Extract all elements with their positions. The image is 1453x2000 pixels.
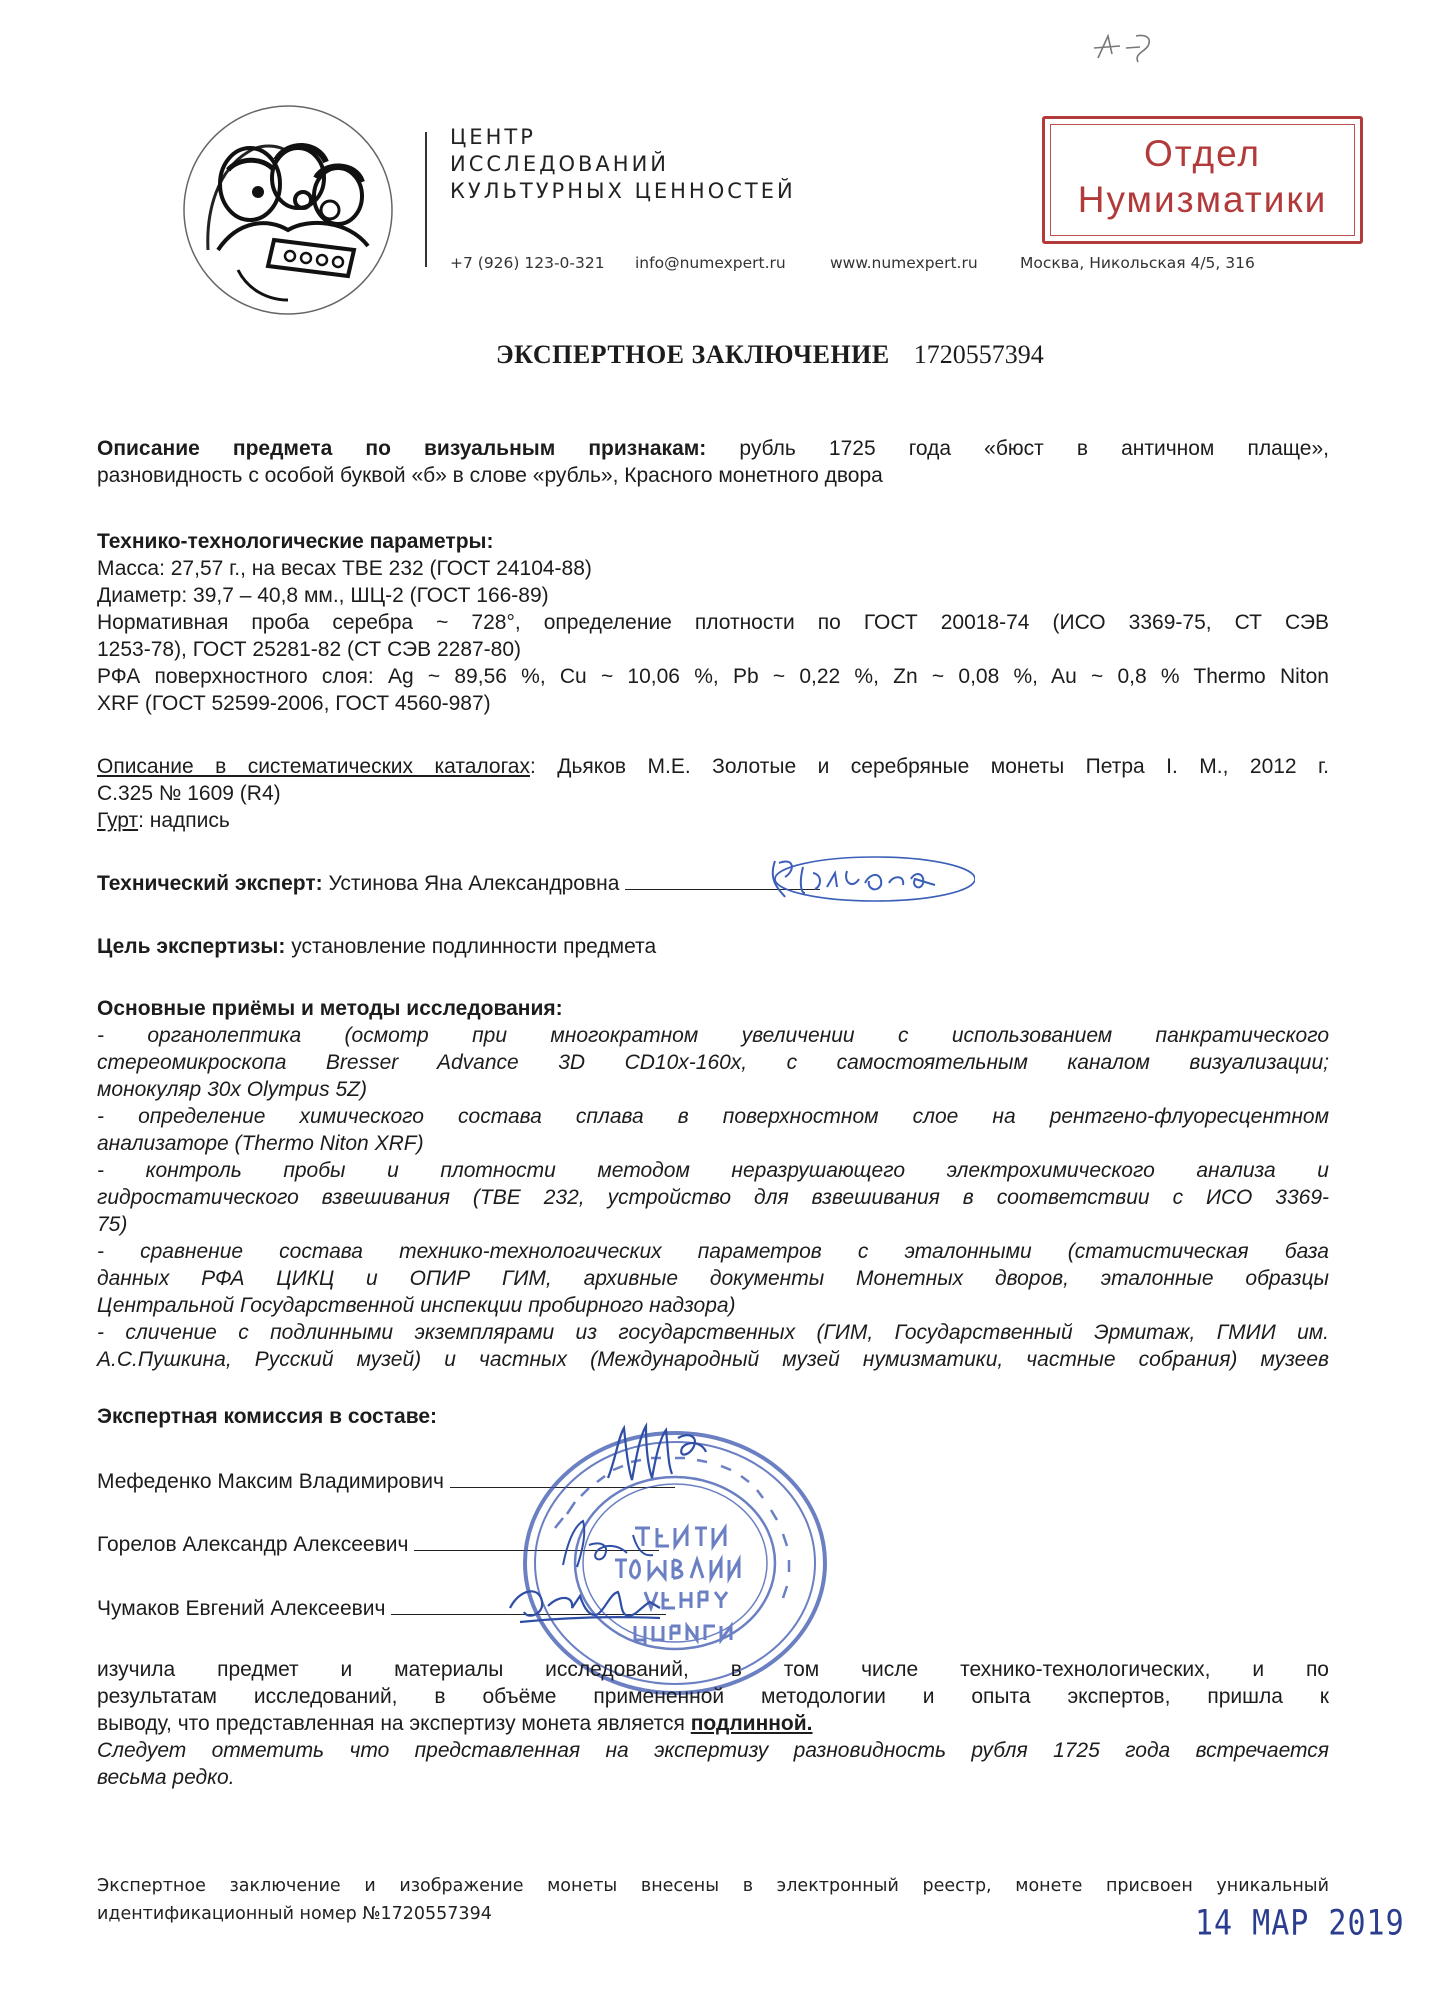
conclusion-prefix: выводу, что представленная на экспертизу монета является [97,1712,691,1735]
tech-param-xrf-cont: XRF (ГОСТ 52599-2006, ГОСТ 4560-987) [97,692,491,715]
org-name-line-2: ИССЛЕДОВАНИЙ [450,152,670,176]
catalog-text: : Дьяков М.Е. Золотые и серебряные монеты Петра I. М., 2012 г. [529,755,1329,778]
catalog-line-2: С.325 № 1609 (R4) [97,782,281,805]
website: www.numexpert.ru [830,254,978,272]
rarity-note-line-2: весьма редко. [97,1766,235,1789]
description-line-2: разновидность с особой буквой «б» в слове «рубль», Красного монетного двора [97,464,883,487]
certificate-number: 1720557394 [913,340,1044,369]
method-line-6: - контроль пробы и плотности методом неразрушающего электрохимического анализа и [97,1159,1329,1182]
email: info@numexpert.ru [635,254,786,272]
catalog-line-1 [97,753,1329,780]
member-1-name: Мефеденко Максим Владимирович [97,1470,444,1493]
handwritten-corner-mark [1090,28,1160,68]
description-line-1 [97,435,1329,462]
method-line-3: монокуляр 30х Olympus 5Z) [97,1078,367,1101]
address: Москва, Никольская 4/5, 316 [1020,254,1255,272]
conclusion [97,1656,1329,1791]
member-3-name: Чумаков Евгений Алексеевич [97,1597,386,1620]
tech-expert-label: Технический эксперт: [97,872,323,895]
method-line-8: 75) [97,1213,128,1236]
catalog-label: Описание в систематических каталогах [97,755,530,778]
goal-label: Цель экспертизы: [97,935,286,958]
goal-value: установление подлинности предмета [291,935,657,958]
tech-param-fineness-cont: 1253-78), ГОСТ 25281-82 (СТ СЭВ 2287-80) [97,638,522,661]
method-line-13: А.С.Пушкина, Русский музей) и частных (Международный музей нумизматики, частные собрания) музеев [97,1348,1329,1371]
registry-footer [97,1872,1329,1928]
tech-expert-name: Устинова Яна Александровна [328,872,620,895]
tech-param-mass: Масса: 27,57 г., на весах ТВЕ 232 (ГОСТ 24104-88) [97,557,592,580]
method-line-12: - сличение с подлинными экземплярами из государственных (ГИМ, Государственный Эрмитаж, ГМИИ им. [97,1321,1329,1344]
description-text-1: рубль 1725 года «бюст в античном плаще», [739,437,1329,460]
verdict: подлинной. [690,1712,813,1735]
org-name-line-1: ЦЕНТР [450,125,536,149]
tech-expert-signature [765,853,975,905]
edge-line [97,807,1329,834]
member-1-signature [598,1418,718,1488]
method-line-4: - определение химического состава сплава в поверхностном слое на рентгено-флуоресцентном [97,1105,1329,1128]
technical-expert [97,869,1329,897]
member-2-name: Горелов Александр Алексеевич [97,1533,409,1556]
examination-goal [97,933,1329,960]
header-divider [425,132,427,267]
title-label: ЭКСПЕРТНОЕ ЗАКЛЮЧЕНИЕ [496,340,890,369]
method-line-1: - органолептика (осмотр при многократном увеличении с использованием панкратического [97,1024,1329,1047]
member-3-signature [500,1578,670,1628]
contact-line [450,254,1350,276]
conclusion-line-1: изучила предмет и материалы исследований, в том числе технико-технологических, и по [97,1658,1329,1681]
phone: +7 (926) 123-0-321 [450,254,605,272]
catalog-description [97,753,1329,834]
tech-param-xrf: РФА поверхностного слоя: Ag ~ 89,56 %, Cu ~ 10,06 %, Pb ~ 0,22 %, Zn ~ 0,08 %, Au ~ 0,8 % Thermo Niton [97,665,1329,688]
stamp-line-1: Отдел [1143,133,1262,174]
commission-label: Экспертная комиссия в составе: [97,1405,438,1428]
edge-value: : надпись [138,809,230,832]
date-stamp: 14 МАР 2019 [1195,1903,1405,1944]
stamp-line-2: Нумизматики [1077,179,1328,220]
method-line-9: - сравнение состава технико-технологических параметров с эталонными (статистическая база [97,1240,1329,1263]
method-line-2: стереомикроскопа Bresser Advance 3D CD10x-160x, с самостоятельным каналом визуализации; [97,1051,1329,1074]
technical-parameters [97,528,1329,717]
member-2-signature [553,1515,673,1575]
footer-line-2: идентификационный номер №1720557394 [97,1904,492,1924]
method-line-7: гидростатического взвешивания (ТВЕ 232, устройство для взвешивания в соответствии с ИСО 3369- [97,1186,1329,1209]
methods-label: Основные приёмы и методы исследования: [97,997,563,1020]
rarity-note-line-1: Следует отметить что представленная на экспертизу разновидность рубля 1725 года встречается [97,1739,1329,1762]
conclusion-line-2: результатам исследований, в объёме примененной методологии и опыта экспертов, пришла к [97,1685,1329,1708]
method-line-5: анализаторе (Thermo Niton XRF) [97,1132,424,1155]
method-line-10: данных РФА ЦИКЦ и ОПИР ГИМ, архивные документы Монетных дворов, эталонные образцы [97,1267,1329,1290]
edge-label: Гурт [97,809,139,832]
experts-logo-icon [178,100,398,320]
tech-params-label: Технико-технологические параметры: [97,530,494,553]
footer-line-1: Экспертное заключение и изображение монеты внесены в электронный реестр, монете присвоен уникальный [97,1876,1329,1896]
description-label: Описание предмета по визуальным признакам: [97,437,707,460]
research-methods [97,995,1329,1373]
numismatics-department-stamp [1042,116,1363,244]
document-title [496,340,1296,370]
organization-name [450,124,870,205]
conclusion-line-3 [97,1710,1329,1737]
tech-param-fineness: Нормативная проба серебра ~ 728°, определение плотности по ГОСТ 20018-74 (ИСО 3369-75, СТ СЭВ [97,611,1329,634]
tech-param-diameter: Диаметр: 39,7 – 40,8 мм., ШЦ-2 (ГОСТ 166-89) [97,584,549,607]
method-line-11: Центральной Государственной инспекции пробирного надзора) [97,1294,736,1317]
org-name-line-3: КУЛЬТУРНЫХ ЦЕННОСТЕЙ [450,179,796,203]
tech-expert-line [97,869,1329,897]
goal-line [97,933,1329,960]
item-description [97,435,1329,489]
